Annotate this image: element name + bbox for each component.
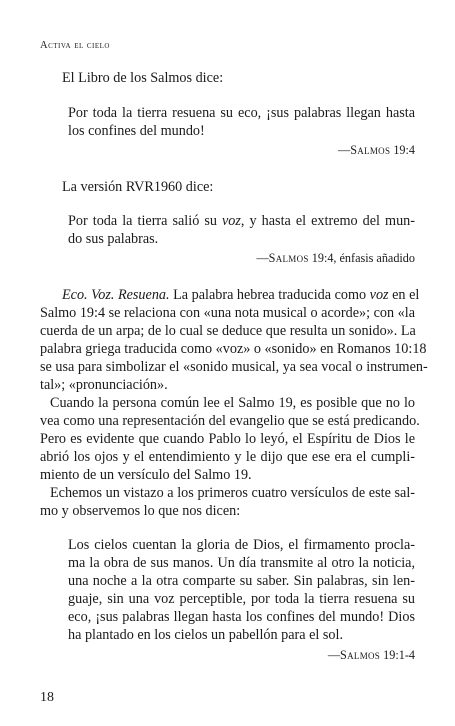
paragraph-line: Echemos un vistazo a los primeros cuatro versículos de este sal-	[50, 485, 415, 501]
paragraph-line: palabra griega traducida como «voz» o «sonido» en Romanos 10:18	[40, 341, 427, 357]
quote3-line: ha plantado en los cielos un pabellón para el sol.	[68, 627, 344, 643]
quote3-line: una noche a la otra comparte su saber. Sin palabras, sin len-	[68, 573, 415, 589]
paragraph-line: abrió los ojos y el entendimiento y le dijo que ese era el cumpli-	[40, 449, 415, 465]
page-number: 18	[40, 690, 54, 705]
paragraph-line: vea como una representación del evangelio que se está predicando.	[40, 413, 420, 429]
quote3-line: eco, ¡sus palabras llegan hasta los confines del mundo! Dios	[68, 609, 415, 625]
paragraph-line: cuerda de un arpa; de lo cual se deduce que resulta un sonido». La	[40, 323, 416, 339]
quote3-line: ma la obra de sus manos. Un día transmite al otro la noticia,	[68, 555, 415, 571]
paragraph-line: mo y observemos lo que nos dicen:	[40, 503, 241, 519]
paragraph-line: Pero es evidente que cuando Pablo lo leyó, el Espíritu de Dios le	[40, 431, 415, 447]
paragraph-line: Cuando la persona común lee el Salmo 19, es posible que no lo	[50, 395, 415, 411]
paragraph-line: miento de un versículo del Salmo 19.	[40, 467, 252, 483]
paragraph-line: Eco. Voz. Resuena. La palabra hebrea traducida como voz en el	[62, 287, 420, 303]
paragraph-line: Salmo 19:4 se relaciona con «una nota musical o acorde»; con «la	[40, 305, 415, 321]
intro-salmos: El Libro de los Salmos dice:	[62, 70, 224, 86]
quote1-citation: —Salmos 19:4	[338, 143, 415, 157]
paragraph-line: tal»; «pronunciación».	[40, 377, 168, 393]
quote2-line: do sus palabras.	[68, 231, 159, 247]
paragraph-line: se usa para simbolizar el «sonido musical, ya sea vocal o instrumen-	[40, 359, 428, 375]
running-head: Activa el cielo	[40, 40, 110, 51]
quote3-line: Los cielos cuentan la gloria de Dios, el firmamento procla-	[68, 537, 415, 553]
quote2-line: Por toda la tierra salió su voz, y hasta el extremo del mun-	[68, 213, 415, 229]
quote3-line: guaje, sin una voz perceptible, por toda la tierra resuena su	[68, 591, 415, 607]
quote3-citation: —Salmos 19:1-4	[327, 648, 415, 662]
quote1-line: los confines del mundo!	[68, 123, 205, 139]
intro-rvr1960: La versión RVR1960 dice:	[62, 179, 214, 195]
quote2-citation: —Salmos 19:4, énfasis añadido	[256, 251, 415, 265]
quote1-line: Por toda la tierra resuena su eco, ¡sus palabras llegan hasta	[68, 105, 415, 121]
